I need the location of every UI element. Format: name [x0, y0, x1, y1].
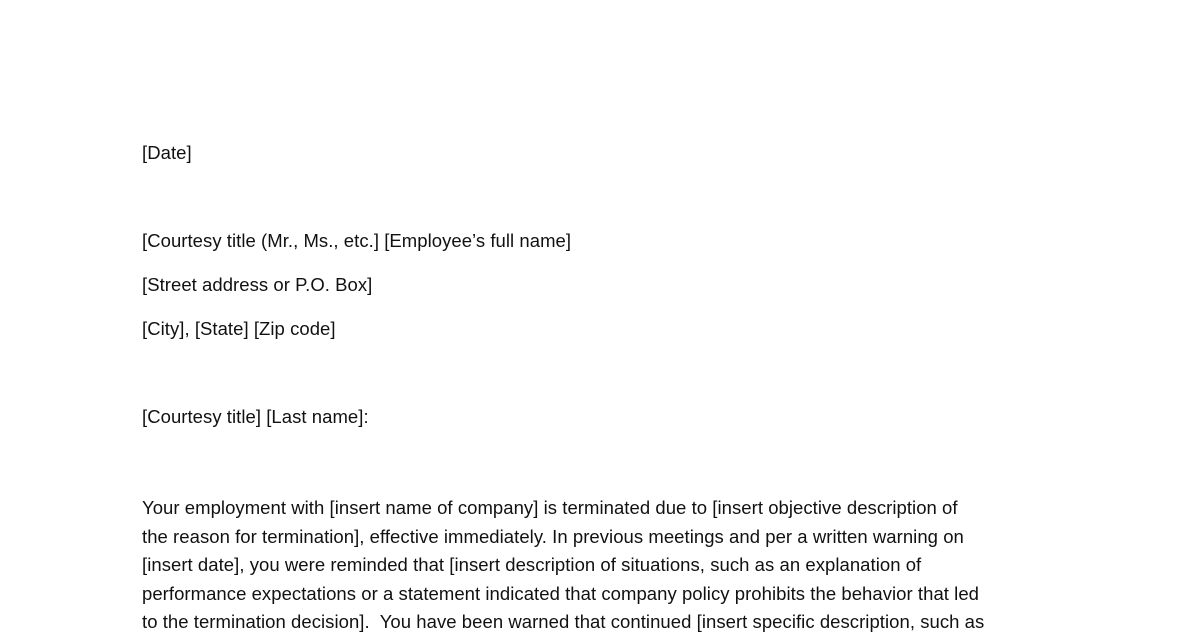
body-text-line: to the termination decision]. You have been warned that continued [insert specific description, such as: [142, 611, 985, 633]
body-text-line: Your employment with [insert name of company] is terminated due to [insert objective description of: [142, 497, 958, 518]
recipient-city-line: [City], [State] [Zip code]: [142, 318, 336, 339]
letter-body-paragraph: [142, 494, 1062, 637]
recipient-name-line: [Courtesy title (Mr., Ms., etc.] [Employee’s full name]: [142, 230, 572, 251]
letter-salutation: [Courtesy title] [Last name]:: [142, 406, 369, 427]
body-text-line: performance expectations or a statement indicated that company policy prohibits the behavior that led: [142, 582, 979, 604]
letter-date: [Date]: [142, 142, 192, 163]
recipient-street-line: [Street address or P.O. Box]: [142, 274, 373, 295]
body-text-line: the reason for termination], effective immediately. In previous meetings and per a written warning on: [142, 525, 964, 547]
body-text-line: [insert date], you were reminded that [insert description of situations, such as an explanation of: [142, 554, 922, 576]
